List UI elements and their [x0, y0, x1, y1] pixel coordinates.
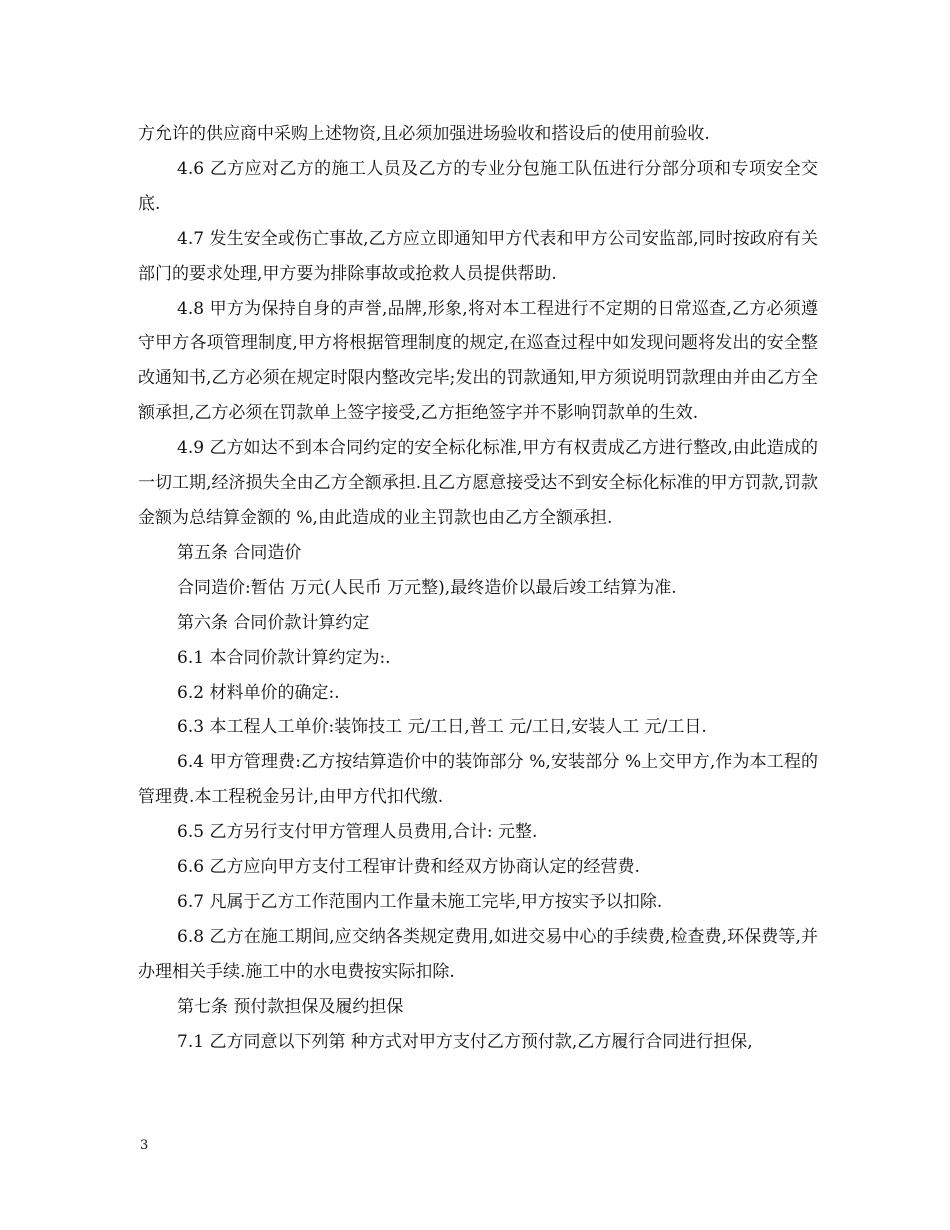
paragraph: 第五条 合同造价	[177, 542, 302, 563]
paragraph: 6.1 本合同价款计算约定为:.	[177, 647, 391, 668]
paragraph: 4.6 乙方应对乙方的施工人员及乙方的专业分包施工队伍进行分部分项和专项安全交底.	[138, 158, 818, 214]
page-number: 3	[140, 1138, 149, 1153]
paragraph: 6.5 乙方另行支付甲方管理人员费用,合计: 元整.	[177, 822, 538, 843]
paragraph: 6.3 本工程人工单价:装饰技工 元/工日,普工 元/工日,安装人工 元/工日.	[177, 717, 707, 738]
paragraph: 4.9 乙方如达不到本合同约定的安全标化标准,甲方有权责成乙方进行整改,由此造成的一切工期,经济损失全由乙方全额承担.且乙方愿意接受达不到安全标化标准的甲方罚款,罚款金额为总结算金额的 %,由此造成的业主罚款也由乙方全额承担.	[138, 438, 818, 528]
paragraph: 6.7 凡属于乙方工作范围内工作量未施工完毕,甲方按实予以扣除.	[177, 891, 663, 912]
paragraph: 7.1 乙方同意以下列第 种方式对甲方支付乙方预付款,乙方履行合同进行担保,	[177, 1031, 753, 1052]
paragraph: 合同造价:暂估 万元(人民币 万元整),最终造价以最后竣工结算为准.	[177, 577, 677, 598]
paragraph: 6.6 乙方应向甲方支付工程审计费和经双方协商认定的经营费.	[177, 857, 640, 878]
paragraph: 6.2 材料单价的确定:.	[177, 682, 340, 703]
paragraph: 第七条 预付款担保及履约担保	[177, 996, 404, 1017]
document-body	[138, 117, 818, 1059]
paragraph: 4.8 甲方为保持自身的声誉,品牌,形象,将对本工程进行不定期的日常巡查,乙方必须遵守甲方各项管理制度,甲方将根据管理制度的规定,在巡查过程中如发现问题将发出的安全整改通知书,乙方必须在规定时限内整改完毕;发出的罚款通知,甲方须说明罚款理由并由乙方全额承担,乙方必须在罚款单上签字接受,乙方拒绝签字并不影响罚款单的生效.	[138, 298, 818, 424]
paragraph: 6.4 甲方管理费:乙方按结算造价中的装饰部分 %,安装部分 %上交甲方,作为本工程的管理费.本工程税金另计,由甲方代扣代缴.	[138, 752, 818, 808]
paragraph: 6.8 乙方在施工期间,应交纳各类规定费用,如进交易中心的手续费,检查费,环保费等,并办理相关手续.施工中的水电费按实际扣除.	[138, 926, 818, 982]
paragraph: 4.7 发生安全或伤亡事故,乙方应立即通知甲方代表和甲方公司安监部,同时按政府有关部门的要求处理,甲方要为排除事故或抢救人员提供帮助.	[138, 228, 818, 284]
paragraph: 方允许的供应商中采购上述物资,且必须加强进场验收和搭设后的使用前验收.	[138, 124, 710, 144]
paragraph: 第六条 合同价款计算约定	[177, 612, 370, 633]
